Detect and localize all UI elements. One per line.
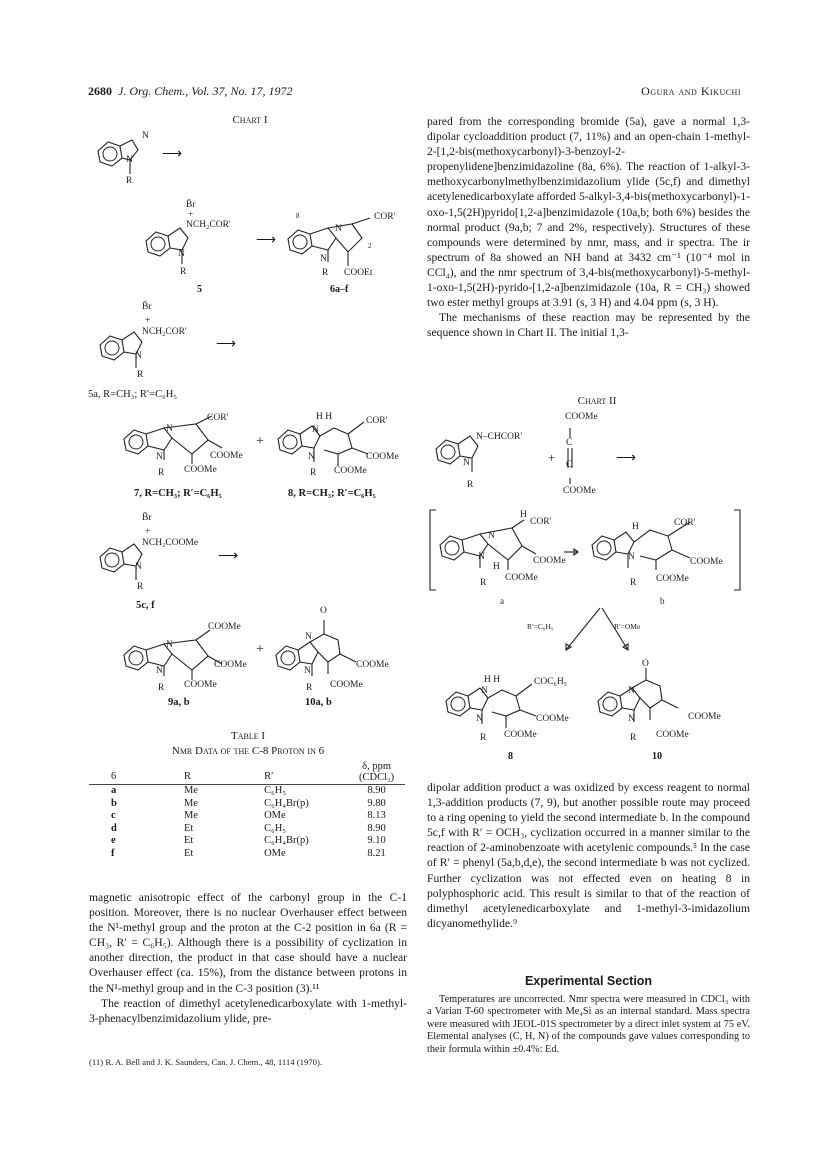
col-header-compound: 6 [89,761,164,785]
cell-shift: 8.21 [367,847,386,859]
group-cor: COR′ [674,518,696,528]
plus-sign: + [548,450,556,465]
running-header-authors: Ogura and Kikuchi [641,84,741,98]
cell-r: Et [183,835,194,846]
compound-label-10: 10a, b [305,697,332,708]
paragraph: Temperatures are uncorrected. Nmr spectra were measured in CDCl₃ with a Varian T-60 spectrometer with Me₄Si as an internal standard. Mass spectra were measured with JEOL-01S spectrometer by a direct inlet system at 75 eV. Elemental analyses (C, H, N) of the compounds gave values corresponding to their formula within ±0.4%: Ed. [427,994,750,1055]
group-benzoyl: COC₆H₅ [534,677,568,687]
atom-n: N [312,425,319,435]
group-cor: COR′ [366,416,388,426]
group-ylide: N–CHCOR′ [476,432,523,442]
experimental-paragraph [427,994,750,1056]
cell-rprime: C₆H₅ [264,822,287,834]
atom-n: N [628,686,635,696]
group-cor: COR′ [374,212,396,222]
col-header-shift: δ, ppm (CDCl₃) [348,761,405,785]
position-2: 2 [368,242,372,250]
col-header-r: R [164,761,264,785]
atom-nch2cor: NCH₂COR′ [142,327,187,337]
compound-label-5: 5 [197,284,202,295]
position-8: 8 [296,212,300,220]
group-coome: COOMe [366,452,399,462]
running-header-left [88,84,293,99]
condition-r-ome: R′=OMe [614,622,641,631]
group-coome: COOMe [184,680,217,690]
compound-label-7: 7, R=CH₃; R′=C₆H₅ [134,488,222,499]
group-coome: COOMe [184,465,217,475]
paragraph: magnetic anisotropic effect of the carbonyl group in the C-1 position. Moreover, there is no nuclear Overhauser effect between the N¹-methyl group and the proton at the C-2 position in 6a (R = CH₃, R′ = C₆H₅). Although there is a possibility of cyclization in another direction, the product in that case should have a nuclear Overhauser effect (ca. 15%), from the distance between protons in the N¹-methyl group and in the C-3 position (3).¹¹ [89,891,407,995]
compound-label-8: 8, R=CH₃; R′=C₆H₅ [288,488,376,499]
atom-r: R [467,480,474,490]
cell-rprime: C₆H₄Br(p) [264,797,309,809]
reaction-arrow: ⟶ [616,451,637,466]
cell-rprime: OMe [264,847,286,859]
table-row [89,823,405,836]
cell-shift: 9.80 [367,797,386,809]
cell-rprime: OMe [264,810,286,821]
condition-r-phenyl: R′=C₆H₅ [527,622,554,631]
group-coome: COOMe [210,451,243,461]
reaction-arrow: ⟶ [216,337,237,352]
cell-r: Me [183,797,198,809]
compound-label-10-product: 10 [652,751,662,762]
atom-h: H [632,522,639,532]
charge-plus: + [188,210,194,220]
group-coome: COOMe [356,660,389,670]
cell-shift: 8.90 [367,822,386,834]
atom-r: R [158,468,165,478]
atom-r: R [137,582,144,592]
atom-n: N [628,552,635,562]
cell-compound: e [111,835,116,846]
paragraph: dipolar addition product a was oxidized by excess reagent to normal 1,3-addition products (7, 9), but another possible route may proceed to a ring opening to yield the second intermediate b. In the compound 5c,f with R′ = OCH₃, cyclization occurred in a manner similar to the reaction of 2-aminobenzoate with acetylenic compounds.⁵ In the case of R′ = phenyl (5a,b,d,e), the second intermediate b was not cyclized. Further cyclization was not effected even on heating 8 in polyphosphoric acid. This result is similar to that of the reaction of dimethyl acetylenedicarboxylate and 1-methyl-3-imidazolium dicyanomethylide.⁹ [427,781,750,930]
table-row [89,798,405,811]
section-heading: Experimental Section [524,974,653,988]
atom-nch2cor: NCH₂COR′ [186,220,231,230]
footnote: (11) R. A. Bell and J. K. Saunders, Can. J. Chem., 48, 1114 (1970). [89,1057,323,1067]
cell-r: Me [183,810,198,821]
atom-r: R [306,683,313,693]
group-coome: COOMe [656,730,689,740]
compound-label-5c: 5c, f [136,600,155,611]
atom-r: R [630,733,637,743]
cell-shift: 8.90 [367,785,386,796]
atom-c: C [566,438,573,448]
atom-n: N [156,452,163,462]
table-header-row [89,761,405,785]
intermediates-bracket [428,508,748,598]
atom-n: N [166,640,173,650]
group-coome: COOMe [208,622,241,632]
atom-n: N [478,552,485,562]
atom-br: B̄r [142,513,152,523]
cell-shift: 8.13 [367,810,386,821]
paragraph: The reaction of dimethyl acetylenedicarboxylate with 1-methyl-3-phenacylbenzimidazolium ylide, pre- [89,996,407,1025]
group-cor: COR′ [207,413,229,423]
intermediate-label-a: a [500,596,504,606]
atom-c: C [566,460,573,470]
structure-7 [118,414,248,474]
atom-r: R [310,468,317,478]
atom-n: N [304,666,311,676]
col-header-rprime: R′ [264,761,348,785]
group-cooet: COOEt [344,268,373,278]
atom-n: N [305,632,312,642]
atom-n: N [628,714,635,724]
charge-plus: + [145,527,151,537]
group-coome: COOMe [504,730,537,740]
intermediate-label-b: b [660,596,665,606]
group-coome: COOMe [505,573,538,583]
paragraph: pared from the corresponding bromide (5a), gave a normal 1,3-dipolar cycloaddition product (7, 11%) and an open-chain 1-methyl-2-[1,2-bis(methoxycarbonyl)-3-benzoyl-2-propenylidene]benzimidazoline (8a, 6%). The reaction of 1-alkyl-3-methoxycarbonylmethylbenzimidazolium ylide (5c,f) and dimethyl acetylenedicarboxylate afforded 5-alkyl-3,4-bis(methoxycarbonyl)-1-oxo-1,5(2H)pyrido[1,2-a]benzimidazole (10a,b; both 6%) besides the normal product (9a,b; 7 and 2%, respectively). Structures of these compounds were determined by nmr, mass, and ir spectra. The ir spectrum of 8a showed an NH band at 3432 cm⁻¹ (10⁻⁴ mol in CCl₄), and the nmr spectrum of 3,4-bis(methoxycarbonyl)-5-methyl-1-oxo-1,5(2H)-pyrido-[1,2-a]benzimidazole (10a, R = CH₃) showed two ester methyl groups at 3.91 (s, 3 H) and 4.04 ppm (s, 3 H). [427,115,750,310]
atom-n: N [135,562,142,572]
cell-compound: d [111,822,117,834]
atom-n: N [463,458,470,468]
cell-compound: b [111,797,117,809]
cell-rprime: C₆H₅ [264,785,287,796]
cell-r: Et [183,822,194,834]
atom-n: N [142,131,149,141]
atom-n: N [335,224,342,234]
structure-10-product [592,664,722,734]
group-cor: COR′ [530,517,552,527]
journal-citation: J. Org. Chem., Vol. 37, No. 17, 1972 [118,84,293,98]
atom-n: N [178,249,185,259]
cell-compound: c [111,810,116,821]
charge-plus: + [145,316,151,326]
atom-n: N [476,714,483,724]
atom-n: N [156,666,163,676]
plus-sign: + [256,642,264,657]
cell-compound: f [111,847,115,859]
atom-r: R [480,578,487,588]
cell-r: Me [183,785,198,796]
branch-arrows [540,606,660,656]
cell-shift: 9.10 [367,835,386,846]
atom-h: H [520,510,527,520]
table-subtitle: Nmr Data of the C-8 Proton in 6 [171,745,325,757]
atom-r: R [126,176,133,186]
cell-r: Et [183,847,194,859]
atom-r: R [480,733,487,743]
reaction-arrow: ⟶ [256,233,277,248]
group-coome: COOMe [690,557,723,567]
atom-n: N [488,531,495,541]
table-row [89,810,405,823]
chart-1-title: Chart I [232,114,268,126]
group-coome: COOMe [688,712,721,722]
atom-n: N [481,686,488,696]
compound-label-5a: 5a, R=CH₃; R′=C₆H₅ [88,389,178,400]
atom-n: N [135,351,142,361]
structure-6 [282,214,402,274]
group-coome: COOMe [533,556,566,566]
group-coome: COOMe [563,486,596,496]
atom-n: N [320,254,327,264]
atom-br: B̄r [142,302,152,312]
atom-n: N [308,452,315,462]
atom-nch2coome: NCH₂COOMe [142,538,199,548]
atom-o: O [320,606,327,616]
paragraph: The mechanisms of these reaction may be represented by the sequence shown in Chart II. The initial 1,3- [427,311,750,340]
atom-br: B̄r [186,200,196,210]
right-column-text-bottom [427,780,750,931]
structure-10 [270,618,400,688]
plus-sign: + [256,434,264,449]
atom-r: R [630,578,637,588]
atom-o: O [642,659,649,669]
page-number: 2680 [88,84,112,98]
group-coome: COOMe [565,412,598,422]
table-row [89,785,405,798]
compound-label-8-product: 8 [508,751,513,762]
atom-n: N [126,155,133,165]
cell-rprime: C₆H₄Br(p) [264,835,309,846]
nmr-data-table [89,761,405,860]
group-coome: COOMe [334,466,367,476]
group-coome: COOMe [656,574,689,584]
table-row [89,835,405,848]
cell-compound: a [111,785,117,796]
atom-hh: H H [316,412,333,422]
compound-label-9: 9a, b [168,697,190,708]
group-coome: COOMe [536,714,569,724]
compound-label-6: 6a–f [330,284,349,295]
atom-n: N [166,424,173,434]
group-coome: COOMe [330,680,363,690]
left-column-text [89,890,407,1026]
reaction-arrow: ⟶ [162,147,183,162]
atom-r: R [180,267,187,277]
atom-r: R [158,683,165,693]
atom-r: R [137,370,144,380]
atom-r: R [322,268,329,278]
atom-h: H [493,562,500,572]
table-title: Table I [230,730,266,742]
chart-2-title: Chart II [577,395,617,407]
atom-hh: H H [484,675,501,685]
right-column-text-top [427,114,750,340]
table-row [89,848,405,861]
reaction-arrow: ⟶ [218,549,239,564]
group-coome: COOMe [214,660,247,670]
